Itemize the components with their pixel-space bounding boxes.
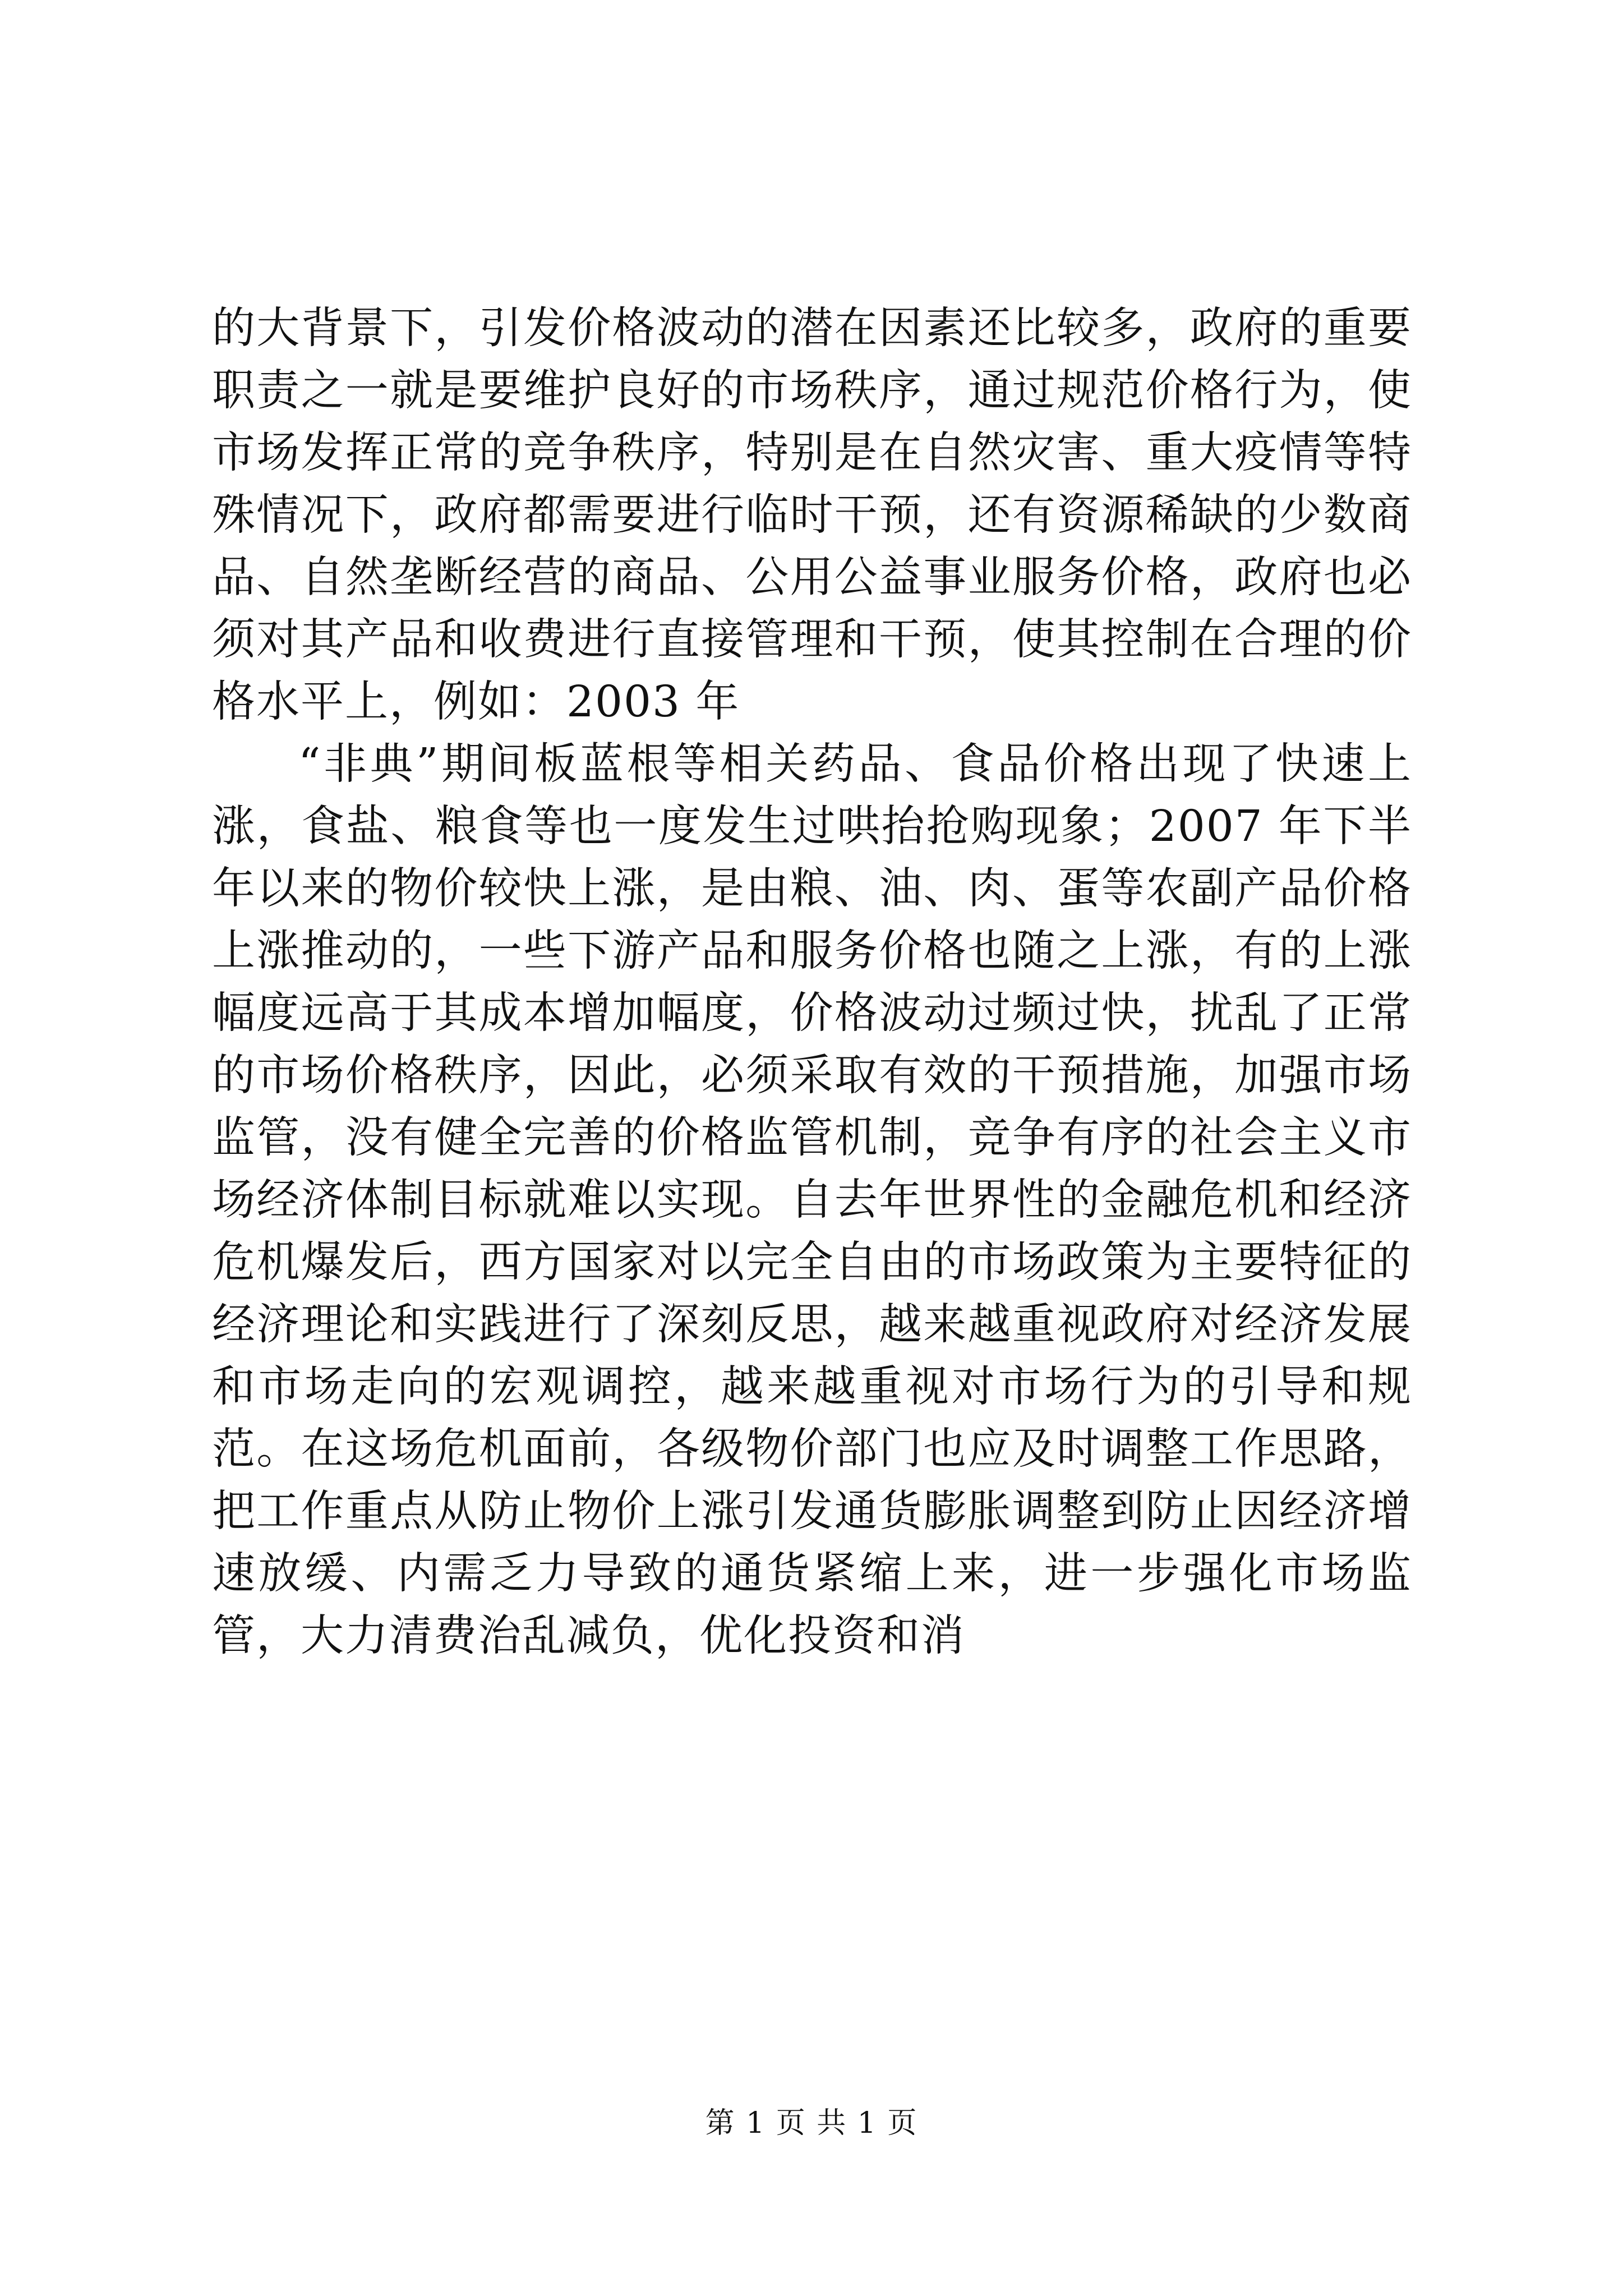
paragraph-2: “非典”期间板蓝根等相关药品、食品价格出现了快速上涨，食盐、粮食等也一度发生过哄抬抢购现象；2007 年下半年以来的物价较快上涨，是由粮、油、肉、蛋等农副产品价格上涨推动的，一些下游产品和服务价格也随之上涨，有的上涨幅度远高于其成本增加幅度，价格波动过频过快，扰乱了正常的市场价格秩序，因此，必须采取有效的干预措施，加强市场监管，没有健全完善的价格监管机制，竞争有序的社会主义市场经济体制目标就难以实现。自去年世界性的金融危机和经济危机爆发后，西方国家对以完全自由的市场政策为主要特征的经济理论和实践进行了深刻反思，越来越重视政府对经济发展和市场走向的宏观调控，越来越重视对市场行为的引导和规范。在这场危机面前，各级物价部门也应及时调整工作思路，把工作重点从防止物价上涨引发通货膨胀调整到防止因经济增速放缓、内需乏力导致的通货紧缩上来，进一步强化市场监管，大力清费治乱减负，优化投资和消 <box>212 739 1412 1661</box>
paragraph-1: 的大背景下，引发价格波动的潜在因素还比较多，政府的重要职责之一就是要维护良好的市场秩序，通过规范价格行为，使市场发挥正常的竞争秩序，特别是在自然灾害、重大疫情等特殊情况下，政府都需要进行临时干预，还有资源稀缺的少数商品、自然垄断经营的商品、公用公益事业服务价格，政府也必须对其产品和收费进行直接管理和干预，使其控制在合理的价格水平上，例如：2003 年 <box>212 303 1412 727</box>
page-footer <box>0 2104 1623 2143</box>
page-number-label: 第 1 页 共 1 页 <box>705 2106 918 2140</box>
document-body <box>212 297 1412 1667</box>
